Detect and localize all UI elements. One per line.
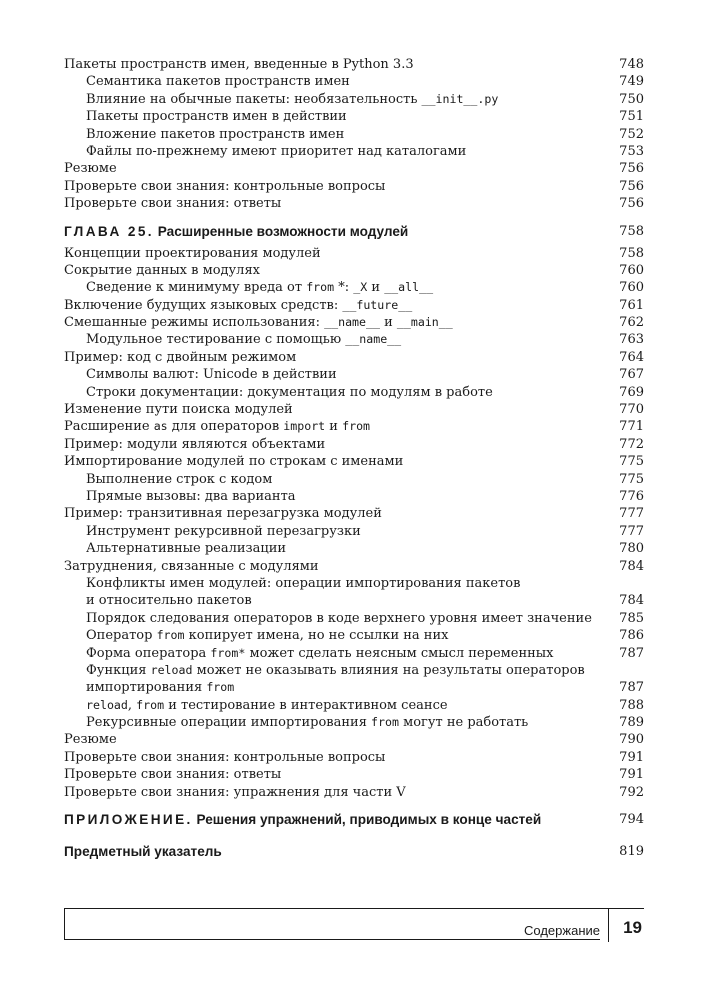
toc-entry-page: 792	[619, 784, 644, 800]
index-page: 819	[619, 844, 644, 860]
toc-entry-page: 787	[619, 645, 644, 661]
toc-entry[interactable]	[64, 178, 644, 195]
toc-entry-title: Символы валют: Unicode в действии	[86, 367, 337, 383]
toc-entry-title: Прямые вызовы: два варианта	[86, 488, 296, 504]
toc-entry-title: Проверьте свои знания: ответы	[64, 196, 282, 212]
page-footer	[64, 908, 644, 942]
appendix-title: ПРИЛОЖЕНИЕ. Решения упражнений, приводимых в конце частей	[64, 812, 542, 828]
toc-entry-page: 753	[619, 143, 644, 159]
toc-entry-title: Пример: модули являются объектами	[64, 436, 326, 452]
toc-entry-title: Рекурсивные операции импортирования from могут не работать	[86, 715, 529, 731]
toc-entry-continuation[interactable]	[64, 679, 644, 696]
footer-bottom-rule	[64, 939, 600, 940]
toc-entry-page: 767	[619, 367, 644, 383]
toc-entry-title: Включение будущих языковых средств: __future__	[64, 297, 413, 313]
toc-entry-title: Резюме	[64, 732, 117, 748]
toc-entry-page: 749	[619, 74, 644, 90]
toc-entry-page: 791	[619, 749, 644, 765]
toc-entry-page: 762	[619, 315, 644, 331]
toc-entry-title: Модульное тестирование с помощью __name__	[86, 332, 402, 348]
toc-entry-title: Порядок следования операторов в коде верхнего уровня имеет значение	[86, 610, 592, 626]
toc-entry-title: Пакеты пространств имен, введенные в Python 3.3	[64, 57, 414, 72]
toc-entry[interactable]	[64, 245, 644, 262]
index-heading[interactable]	[64, 839, 644, 865]
chapter-heading[interactable]	[64, 219, 644, 245]
toc-entry-title: Вложение пакетов пространств имен	[86, 126, 345, 142]
page-number: 19	[623, 918, 642, 937]
toc-entry-title: Резюме	[64, 161, 117, 177]
toc-entry-title: Изменение пути поиска модулей	[64, 402, 293, 418]
toc-entry-page: 761	[619, 297, 644, 313]
toc-entry-page: 787	[619, 680, 644, 696]
toc-entry-title: Проверьте свои знания: контрольные вопросы	[64, 178, 386, 194]
toc-entry-page: 772	[619, 436, 644, 452]
toc-entry-page: 770	[619, 402, 644, 418]
toc-entry-page: 760	[619, 280, 644, 296]
toc-entry-page: 760	[619, 262, 644, 278]
toc-entry-continuation[interactable]	[64, 592, 644, 609]
toc-entry-page: 777	[619, 523, 644, 539]
table-of-contents	[64, 56, 644, 865]
toc-entry-title: Влияние на обычные пакеты: необязательность __init__.py	[86, 91, 499, 107]
toc-entry[interactable]	[64, 56, 644, 73]
toc-entry[interactable]	[64, 575, 644, 592]
toc-entry[interactable]	[64, 143, 644, 160]
toc-entry[interactable]	[64, 505, 644, 522]
toc-entry[interactable]	[64, 662, 644, 679]
toc-entry-title: Оператор from копирует имена, но не ссылки на них	[86, 628, 449, 644]
toc-entry[interactable]	[64, 471, 644, 488]
footer-left-rule	[64, 908, 65, 940]
toc-entry[interactable]	[64, 558, 644, 575]
toc-entry[interactable]	[64, 523, 644, 540]
toc-entry[interactable]	[64, 784, 644, 801]
footer-section-label: Содержание	[524, 923, 600, 938]
toc-entry-page: 786	[619, 628, 644, 644]
toc-entry-page: 752	[619, 126, 644, 142]
footer-divider	[608, 908, 609, 942]
toc-entry-title: Проверьте свои знания: контрольные вопросы	[64, 749, 386, 765]
toc-entry-title: Пример: код с двойным режимом	[64, 349, 297, 365]
toc-entry[interactable]	[64, 610, 644, 627]
toc-entry-page: 784	[619, 593, 644, 609]
toc-entry[interactable]	[64, 749, 644, 766]
toc-entry-page: 748	[619, 57, 644, 72]
toc-entry-page: 763	[619, 332, 644, 348]
toc-entry[interactable]	[64, 453, 644, 470]
toc-entry-page: 769	[619, 384, 644, 400]
toc-entry-page: 784	[619, 558, 644, 574]
toc-entry-page: 775	[619, 454, 644, 470]
toc-entry-title: Расширение as для операторов import и from	[64, 419, 371, 435]
toc-entry-page: 771	[619, 419, 644, 435]
toc-entry[interactable]	[64, 262, 644, 279]
toc-entry[interactable]	[64, 297, 644, 314]
toc-entry-page: 756	[619, 196, 644, 212]
toc-entry[interactable]	[64, 126, 644, 143]
toc-entry[interactable]	[64, 401, 644, 418]
toc-entry[interactable]	[64, 314, 644, 331]
toc-entry[interactable]	[64, 436, 644, 453]
toc-entry-title: Строки документации: документация по модулям в работе	[86, 384, 493, 400]
toc-entry-page: 790	[619, 732, 644, 748]
toc-entry[interactable]	[64, 279, 644, 296]
toc-entry-title: Затруднения, связанные с модулями	[64, 558, 319, 574]
toc-entry-page: 764	[619, 349, 644, 365]
toc-entry-title: Инструмент рекурсивной перезагрузки	[86, 523, 361, 539]
toc-entry[interactable]	[64, 714, 644, 731]
toc-entry-title: Пример: транзитивная перезагрузка модулей	[64, 506, 382, 522]
toc-entry[interactable]	[64, 73, 644, 90]
toc-entry-page: 758	[619, 245, 644, 261]
toc-entry[interactable]	[64, 645, 644, 662]
toc-entry-title: и относительно пакетов	[86, 593, 252, 609]
toc-entry-page: 756	[619, 161, 644, 177]
toc-entry[interactable]	[64, 766, 644, 783]
toc-entry-page: 785	[619, 610, 644, 626]
toc-entry[interactable]	[64, 384, 644, 401]
toc-entry-title: Проверьте свои знания: ответы	[64, 767, 282, 783]
toc-entry[interactable]	[64, 331, 644, 348]
toc-entry-title: Сокрытие данных в модулях	[64, 262, 260, 278]
toc-entry-page: 751	[619, 109, 644, 125]
toc-entry-title: Семантика пакетов пространств имен	[86, 74, 350, 90]
toc-entry-page: 788	[619, 697, 644, 713]
chapter-title: ГЛАВА 25. Расширенные возможности модулей	[64, 223, 409, 239]
toc-entry-page: 775	[619, 471, 644, 487]
toc-entry[interactable]	[64, 697, 644, 714]
toc-entry-page: 750	[619, 91, 644, 107]
toc-entry-title: Выполнение строк с кодом	[86, 471, 273, 487]
toc-entry-title: Пакеты пространств имен в действии	[86, 109, 347, 125]
toc-entry-title: Импортирование модулей по строкам с именами	[64, 454, 404, 470]
toc-entry-title: Альтернативные реализации	[86, 541, 287, 557]
toc-entry-title: reload, from и тестирование в интерактивном сеансе	[86, 697, 448, 713]
toc-entry-page: 789	[619, 715, 644, 731]
toc-entry-title: Проверьте свои знания: упражнения для части V	[64, 784, 406, 800]
toc-entry[interactable]	[64, 366, 644, 383]
toc-entry[interactable]	[64, 349, 644, 366]
toc-entry-title: Сведение к минимуму вреда от from *: _X и __all__	[86, 280, 434, 296]
toc-entry[interactable]	[64, 627, 644, 644]
toc-entry[interactable]	[64, 731, 644, 748]
toc-entry-title: Смешанные режимы использования: __name__ и __main__	[64, 315, 453, 331]
toc-entry[interactable]	[64, 195, 644, 212]
toc-entry-title: импортирования from	[86, 680, 235, 696]
toc-entry-page: 776	[619, 488, 644, 504]
toc-entry[interactable]	[64, 108, 644, 125]
toc-entry-page: 791	[619, 767, 644, 783]
appendix-heading[interactable]	[64, 807, 644, 833]
toc-entry-title: Файлы по-прежнему имеют приоритет над каталогами	[86, 143, 467, 159]
toc-entry[interactable]	[64, 418, 644, 435]
toc-entry-title: Функция reload может не оказывать влияния на результаты операторов	[86, 662, 585, 678]
chapter-page: 758	[619, 223, 644, 239]
toc-entry-title: Конфликты имен модулей: операции импортирования пакетов	[86, 575, 521, 591]
index-title: Предметный указатель	[64, 844, 222, 860]
toc-entry[interactable]	[64, 488, 644, 505]
toc-entry-title: Форма оператора from* может сделать неясным смысл переменных	[86, 645, 554, 661]
toc-entry-title: Концепции проектирования модулей	[64, 245, 321, 261]
toc-entry[interactable]	[64, 91, 644, 108]
toc-entry[interactable]	[64, 540, 644, 557]
toc-entry-page: 756	[619, 178, 644, 194]
toc-entry-page: 780	[619, 541, 644, 557]
appendix-page: 794	[619, 812, 644, 828]
footer-top-rule	[64, 908, 644, 909]
toc-entry[interactable]	[64, 160, 644, 177]
toc-entry-page: 777	[619, 506, 644, 522]
